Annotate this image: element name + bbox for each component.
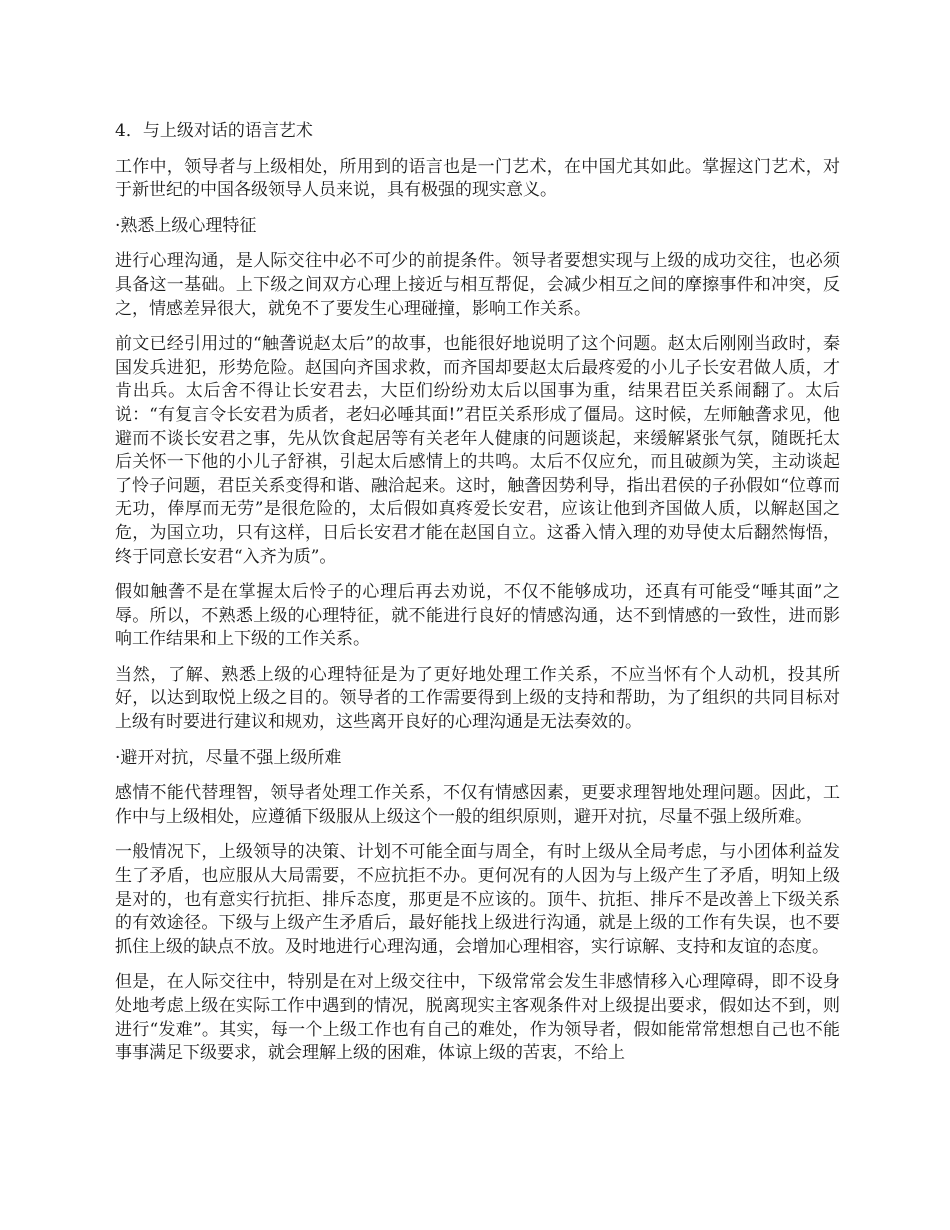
subheading-avoid-conflict: ·避开对抗，尽量不强上级所难: [115, 747, 342, 768]
subheading-psychology: ·熟悉上级心理特征: [115, 215, 257, 236]
paragraph-story: 前文已经引用过的“触詟说赵太后”的故事，也能很好地说明了这个问题。赵太后刚刚当政时，秦国发兵进犯，形势危险。赵国向齐国求救，而齐国却要赵太后最疼爱的小儿子长安君做人质，才肯出兵。太后舍不得让长安君去，大臣们纷纷劝太后以国事为重，结果君臣关系闹翻了。太后说：“有复言令长安君为质者，老妇必唾其面!”君臣关系形成了僵局。这时候，左师触詟求见，他避而不谈长安君之事，先从饮食起居等有关老年人健康的问题谈起，来缓解紧张气氛，随既托太后关怀一下他的小儿子舒祺，引起太后感情上的共鸣。太后不仅应允，而且破颜为笑，主动谈起了怜子问题，君臣关系变得和谐、融洽起来。这时，触詟因势利导，指出君侯的子孙假如“位尊而无功，俸厚而无劳”是很危险的，太后假如真疼爱长安君，应该让他到齐国做人质，以解赵国之危，为国立功，只有这样，日后长安君才能在赵国自立。这番入情入理的劝导使太后翻然悔悟，终于同意长安君“入齐为质”。: [115, 334, 840, 567]
section-heading: 4．与上级对话的语言艺术: [115, 121, 313, 141]
paragraph-general-case: 一般情况下，上级领导的决策、计划不可能全面与周全，有时上级从全局考虑，与小团体利益发生了矛盾，也应服从大局需要，不应抗拒不办。更何况有的人因为与上级产生了矛盾，明知上级是对的，也有意实行抗拒、排斥态度，那更是不应该的。顶牛、抗拒、排斥不是改善上下级关系的有效途径。下级与上级产生矛盾后，最好能找上级进行沟通，就是上级的工作有失误，也不要抓住上级的缺点不放。及时地进行心理沟通，会增加心理相容，实行谅解、支持和友谊的态度。: [115, 842, 840, 957]
paragraph-communication: 进行心理沟通，是人际交往中必不可少的前提条件。领导者要想实现与上级的成功交往，也必须具备这一基础。上下级之间双方心理上接近与相互帮促，会减少相互之间的摩擦事件和冲突，反之，情感差异很大，就免不了要发生心理碰撞，影响工作关系。: [115, 251, 840, 319]
paragraph-motive: 当然，了解、熟悉上级的心理特征是为了更好地处理工作关系，不应当怀有个人动机，投其所好，以达到取悦上级之目的。领导者的工作需要得到上级的支持和帮助，为了组织的共同目标对上级有时要进行建议和规劝，这些离开良好的心理沟通是无法奏效的。: [115, 664, 840, 733]
paragraph-reason: 感情不能代替理智，领导者处理工作关系，不仅有情感因素，更要求理智地处理问题。因此，工作中与上级相处，应遵循下级服从上级这个一般的组织原则，避开对抗，尽量不强上级所难。: [115, 783, 840, 827]
paragraph-empathy: 但是，在人际交往中，特别是在对上级交往中，下级常常会发生非感情移入心理障碍，即不设身处地考虑上级在实际工作中遇到的情况，脱离现实主客观条件对上级提出要求，假如达不到，则进行“发难”。其实，每一个上级工作也有自己的难处，作为领导者，假如能常常想想自己也不能事事满足下级要求，就会理解上级的困难，体谅上级的苦衷，不给上: [115, 972, 840, 1064]
document-body: [115, 120, 840, 1078]
paragraph-intro: 工作中，领导者与上级相处，所用到的语言也是一门艺术，在中国尤其如此。掌握这门艺术，对于新世纪的中国各级领导人员来说，具有极强的现实意义。: [115, 156, 840, 201]
paragraph-story-conclusion: 假如触詟不是在掌握太后怜子的心理后再去劝说，不仅不能够成功，还真有可能受“唾其面”之辱。所以，不熟悉上级的心理特征，就不能进行良好的情感沟通，达不到情感的一致性，进而影响工作结果和上下级的工作关系。: [115, 582, 840, 650]
